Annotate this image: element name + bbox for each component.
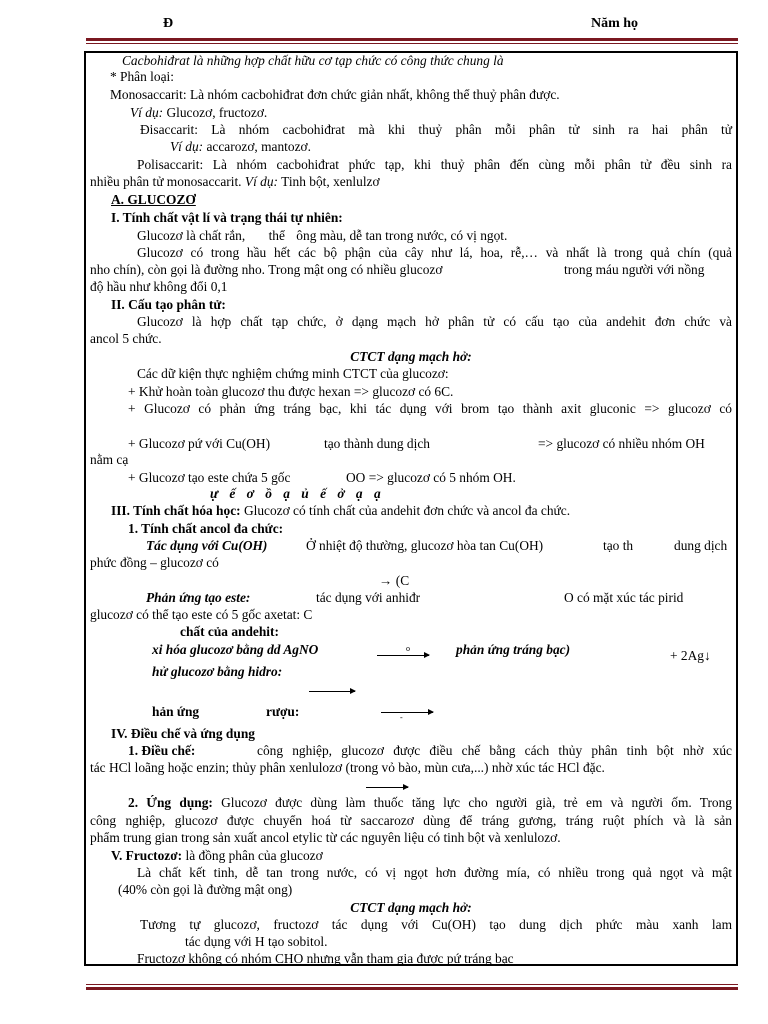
reaction-arrow-4 [366,787,408,788]
fermentation-label-a: hản ứng [152,704,200,719]
section-5-text: là đồng phân của glucozơ [182,848,323,863]
application-text-a: Glucozơ được dùng làm thuốc tăng lực cho người già, trẻ em và người ốm. Trong [212,795,732,810]
cuoh-text-d: phức đồng – glucozơ có [90,555,219,570]
physical-line-c: ông màu, dễ tan trong nước, có vị ngọt. [296,228,508,243]
evidence-1: + Khử hoàn toàn glucozơ thu được hexan => glucozơ có 6C. [128,384,454,399]
reduction-label: hử glucozơ bằng hidro: [152,664,283,679]
section-5-heading: V. Fructozơ: [111,848,183,863]
aldehyde-heading: chất của andehit: [180,624,279,639]
natural-line-1: Glucozơ có trong hầu hết các bộ phận của cây như lá, hoa, rễ,… và nhất là trong quả chín (quả [137,245,732,260]
section-a-heading: A. GLUCOZƠ [111,192,196,207]
application-label: 2. Ứng dụng: [128,795,213,810]
poly-line-2: nhiều phân tử monosaccarit. [90,174,245,189]
ester-text-a: tác dụng với anhiđr [316,590,421,605]
garbled-line: ự ế ơ ồ ạ ủ ế ở ạ ạ [210,486,385,501]
evidence-4b: OO => glucozơ có 5 nhóm OH. [346,470,516,485]
oxidation-label: xi hóa glucozơ bằng dd AgNO [152,642,319,657]
silver-product: + 2Ag↓ [670,648,711,663]
ester-label: Phản ứng tạo este: [146,590,251,605]
cuoh-label: Tác dụng với Cu(OH) [146,538,268,553]
poly-line: Polisaccarit: Là nhóm cacbohiđrat phức tạp, khi thuỷ phân đến cùng mỗi phân tử đều sinh ra [137,157,732,172]
subsection-ancol-heading: 1. Tính chất ancol đa chức: [128,521,284,536]
header-right: Năm họ [591,16,639,31]
ester-text-c: glucozơ có thể tạo este có 5 gốc axetat: C [90,607,313,622]
page-header [0,12,768,34]
intro-line: Cacbohiđrat là những hợp chất hữu cơ tạp chức có công thức chung là [122,53,504,68]
top-rule-thick [86,38,738,41]
evidence-3c: => glucozơ có nhiều nhóm OH [538,436,705,451]
section-3-text: Glucozơ có tính chất của andehit đơn chức và ancol đa chức. [240,503,571,518]
di-example: accarozơ, mantozơ. [203,139,311,154]
bottom-rule-thick [86,987,738,990]
evidence-3d: nằm cạ [90,452,129,467]
top-rule-thin [86,43,738,44]
evidence-4a: + Glucozơ tạo este chứa 5 gốc [128,470,291,485]
evidence-3a: + Glucozơ pứ với Cu(OH) [128,436,271,451]
physical-line-b: thể [268,228,285,243]
fermentation-label-b: rượu: [266,704,300,719]
application-text-b: công nghiệp, glucozơ được chuyển hoá từ saccarozơ dùng để tráng gương, tráng ruột phích và là sản [90,813,732,828]
fructose-line-2: (40% còn gọi là đường mật ong) [118,882,293,897]
reaction-arrow-1 [377,655,429,656]
natural-line-2: nho chín), còn gọi là đường nho. Trong mật ong có nhiều glucozơ [90,262,443,277]
reaction-arrow-3 [381,712,433,713]
evidence-2: + Glucozơ có phản ứng tráng bạc, khi tác dụng với brom tạo thành axit gluconic => glucozơ có [128,401,732,416]
preparation-label: 1. Điều chế: [128,743,196,758]
mono-example-label: Ví dụ: [130,105,164,120]
fructose-line-4: tác dụng với H tạo sobitol. [185,934,328,949]
evidence-3b: tạo thành dung dịch [324,436,430,451]
cuoh-text-a: Ở nhiệt độ thường, glucozơ hòa tan Cu(OH) [306,538,544,553]
preparation-text-a: công nghiệp, glucozơ được điều chế bằng cách thủy phân tinh bột nhờ xúc [257,743,732,758]
mono-line: Monosaccarit: Là nhóm cacbohiđrat đơn chức giản nhất, không thể thuỷ phân được. [110,87,560,102]
cuoh-text-c: dung dịch [674,538,728,553]
preparation-text-b: tác HCl loãng hoặc enzin; thủy phân xenlulozơ (trong vỏ bào, mùn cưa,...) nhờ xúc tác HCl đặc. [90,760,605,775]
reaction-complex: → (C [379,573,410,588]
evidence-intro: Các dữ kiện thực nghiệm chứng minh CTCT của glucozơ: [137,366,449,381]
section-4-heading: IV. Điều chế và ứng dụng [111,726,255,741]
bottom-rule-thin [86,984,738,985]
di-example-label: Ví dụ: [170,139,204,154]
section-3-heading: III. Tính chất hóa học: [111,503,241,518]
section-1-heading: I. Tính chất vật lí và trạng thái tự nhiên: [111,210,343,225]
physical-line-a: Glucozơ là chất rắn, [137,228,246,243]
fructose-line-3: Tương tự glucozơ, fructozơ tác dụng với Cu(OH) tạo dung dịch phức màu xanh lam [140,917,732,932]
application-text-c: phẩm trung gian trong sản xuất ancol etylic từ các nguyên liệu có tinh bột và xenlulozơ. [90,830,561,845]
silver-mirror-label: phản ứng tráng bạc) [456,642,571,657]
cuoh-text-b: tạo th [603,538,634,553]
header-left: Đ [163,16,174,31]
classification-label: * Phân loại: [110,69,174,84]
fructose-chain-heading: CTCT dạng mạch hở: [350,900,472,915]
reaction-arrow-2 [309,691,355,692]
poly-example-label: Ví dụ: [244,174,278,189]
natural-line-3: độ hầu như không đổi 0,1 [90,279,228,294]
mono-example: Glucozơ, fructozơ. [163,105,268,120]
open-chain-heading: CTCT dạng mạch hở: [350,349,472,364]
structure-line-2: ancol 5 chức. [90,331,162,346]
di-line: Đisaccarit: Là nhóm cacbohiđrat mà khi thuỷ phân mỗi phân tử sinh ra hai phân tử [140,122,732,137]
structure-line-1: Glucozơ là hợp chất tạp chức, ở dạng mạch hở phân tử có cấu tạo của andehit đơn chức và [137,314,732,329]
fructose-line-1: Là chất kết tinh, dễ tan trong nước, có vị ngọt hơn đường mía, có nhiều trong quả ngọt và mật [137,865,732,880]
natural-line-2b: trong máu người với nồng [564,262,705,277]
poly-example: Tinh bột, xenlulzơ [278,174,380,189]
ester-text-b: O có mặt xúc tác pirid [564,590,684,605]
fructose-line-5: Fructozơ không có nhóm CHO nhưng vẫn tham gia được pứ tráng bạc [137,951,514,966]
section-2-heading: II. Cấu tạo phân tử: [111,297,226,312]
